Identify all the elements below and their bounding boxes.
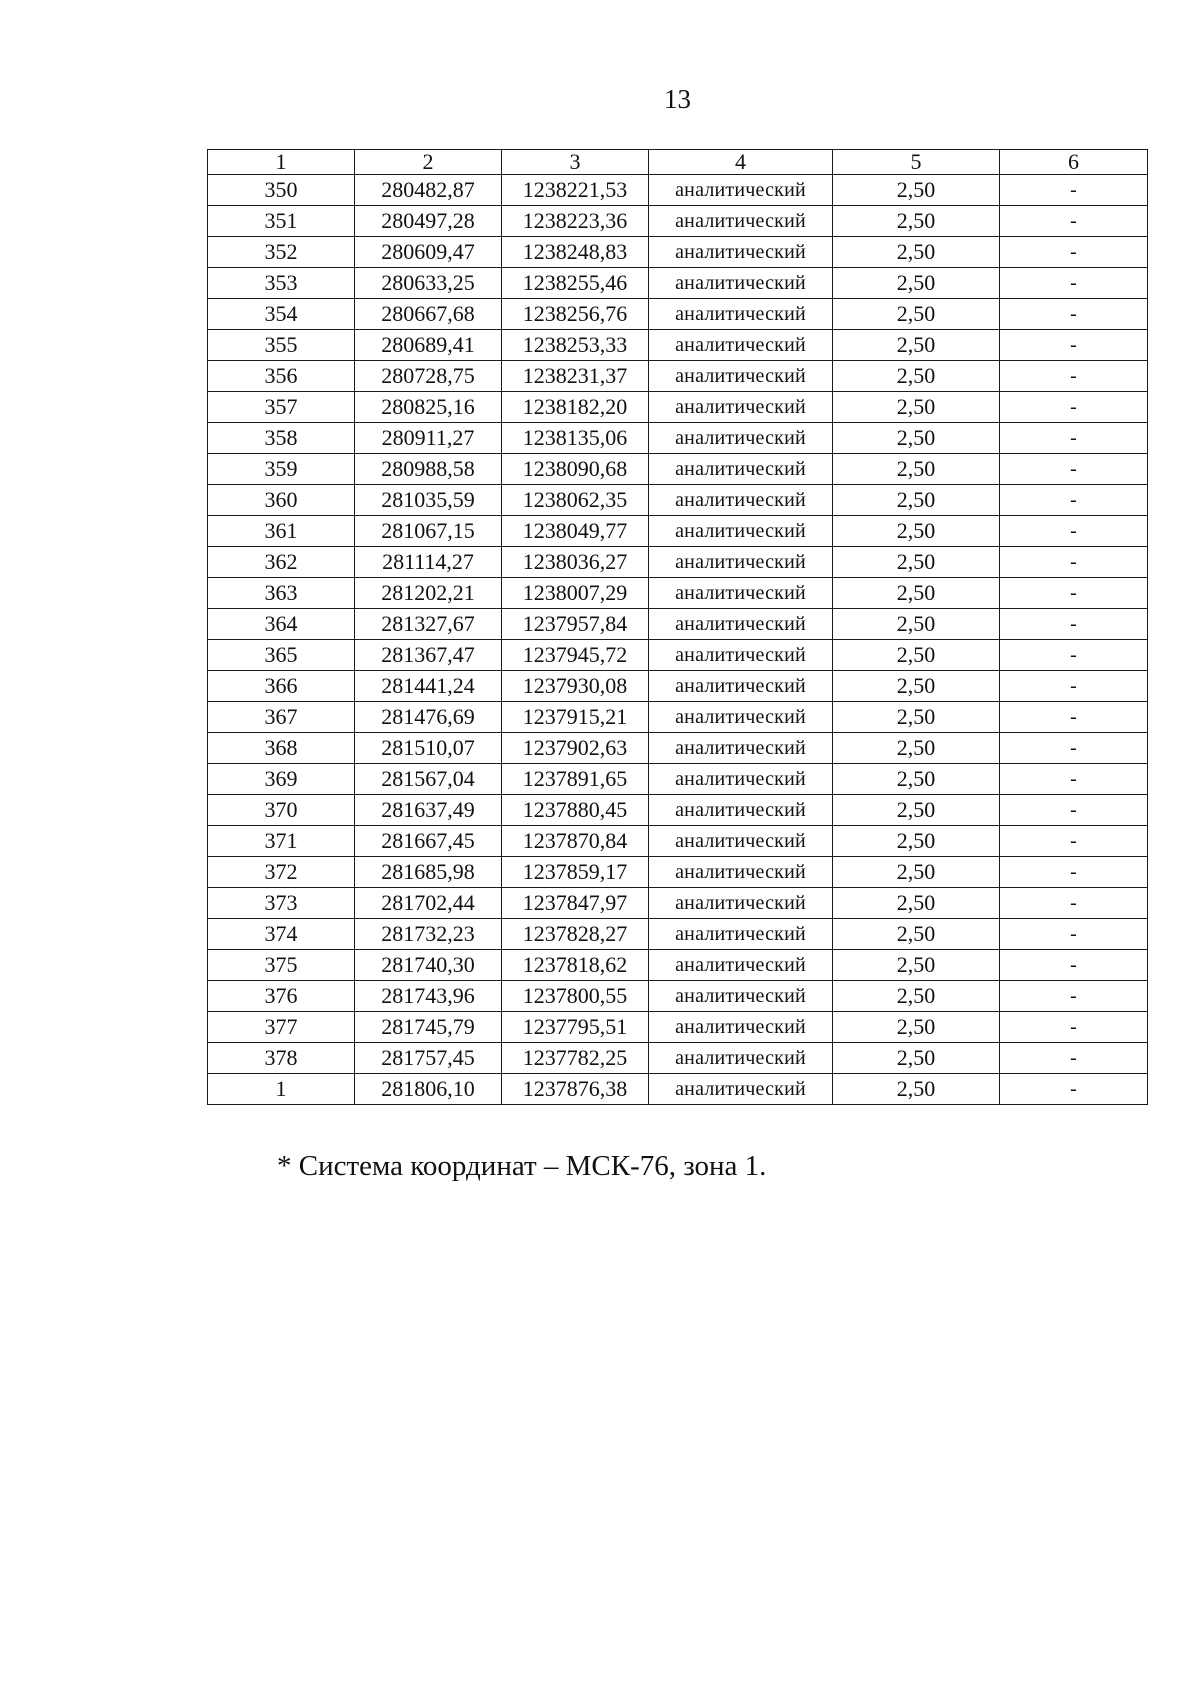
accuracy-cell: 2,50 [833,671,1000,702]
accuracy-cell: 2,50 [833,454,1000,485]
point-number-cell: 369 [208,764,355,795]
method-cell: аналитический [649,454,833,485]
x-coordinate-cell: 281367,47 [355,640,502,671]
x-coordinate-cell: 280689,41 [355,330,502,361]
x-coordinate-cell: 281806,10 [355,1074,502,1105]
note-cell: - [1000,702,1148,733]
point-number-cell: 350 [208,175,355,206]
accuracy-cell: 2,50 [833,516,1000,547]
method-cell: аналитический [649,206,833,237]
point-number-cell: 362 [208,547,355,578]
accuracy-cell: 2,50 [833,1074,1000,1105]
note-cell: - [1000,299,1148,330]
table-row [208,330,1148,361]
table-row [208,485,1148,516]
accuracy-cell: 2,50 [833,237,1000,268]
y-coordinate-cell: 1237880,45 [502,795,649,826]
y-coordinate-cell: 1238049,77 [502,516,649,547]
point-number-cell: 367 [208,702,355,733]
table-body [208,150,1148,1105]
accuracy-cell: 2,50 [833,578,1000,609]
table-row [208,981,1148,1012]
y-coordinate-cell: 1238256,76 [502,299,649,330]
accuracy-cell: 2,50 [833,423,1000,454]
method-cell: аналитический [649,392,833,423]
point-number-cell: 351 [208,206,355,237]
note-cell: - [1000,578,1148,609]
y-coordinate-cell: 1238255,46 [502,268,649,299]
point-number-cell: 377 [208,1012,355,1043]
table-row [208,1012,1148,1043]
note-cell: - [1000,950,1148,981]
table-row [208,857,1148,888]
x-coordinate-cell: 281202,21 [355,578,502,609]
point-number-cell: 360 [208,485,355,516]
point-number-cell: 373 [208,888,355,919]
accuracy-cell: 2,50 [833,330,1000,361]
method-cell: аналитический [649,175,833,206]
accuracy-cell: 2,50 [833,950,1000,981]
y-coordinate-cell: 1237828,27 [502,919,649,950]
method-cell: аналитический [649,888,833,919]
table-row [208,423,1148,454]
column-header: 4 [649,150,833,175]
x-coordinate-cell: 281757,45 [355,1043,502,1074]
table-row [208,1043,1148,1074]
note-cell: - [1000,826,1148,857]
method-cell: аналитический [649,361,833,392]
y-coordinate-cell: 1238231,37 [502,361,649,392]
table-row [208,516,1148,547]
accuracy-cell: 2,50 [833,206,1000,237]
y-coordinate-cell: 1238135,06 [502,423,649,454]
x-coordinate-cell: 281667,45 [355,826,502,857]
accuracy-cell: 2,50 [833,764,1000,795]
table-row [208,454,1148,485]
y-coordinate-cell: 1237945,72 [502,640,649,671]
table-row [208,826,1148,857]
table-row [208,733,1148,764]
note-cell: - [1000,330,1148,361]
x-coordinate-cell: 281743,96 [355,981,502,1012]
y-coordinate-cell: 1237859,17 [502,857,649,888]
y-coordinate-cell: 1237902,63 [502,733,649,764]
point-number-cell: 370 [208,795,355,826]
table-row [208,206,1148,237]
column-header: 1 [208,150,355,175]
point-number-cell: 375 [208,950,355,981]
accuracy-cell: 2,50 [833,175,1000,206]
x-coordinate-cell: 281067,15 [355,516,502,547]
table-row [208,888,1148,919]
note-cell: - [1000,206,1148,237]
accuracy-cell: 2,50 [833,485,1000,516]
x-coordinate-cell: 281476,69 [355,702,502,733]
point-number-cell: 1 [208,1074,355,1105]
y-coordinate-cell: 1238062,35 [502,485,649,516]
method-cell: аналитический [649,857,833,888]
y-coordinate-cell: 1237930,08 [502,671,649,702]
y-coordinate-cell: 1237800,55 [502,981,649,1012]
method-cell: аналитический [649,826,833,857]
method-cell: аналитический [649,795,833,826]
table-row [208,392,1148,423]
method-cell: аналитический [649,1074,833,1105]
table-row [208,578,1148,609]
method-cell: аналитический [649,764,833,795]
note-cell: - [1000,361,1148,392]
point-number-cell: 358 [208,423,355,454]
x-coordinate-cell: 281685,98 [355,857,502,888]
note-cell: - [1000,547,1148,578]
x-coordinate-cell: 281745,79 [355,1012,502,1043]
method-cell: аналитический [649,485,833,516]
accuracy-cell: 2,50 [833,299,1000,330]
y-coordinate-cell: 1237957,84 [502,609,649,640]
table-row [208,950,1148,981]
note-cell: - [1000,423,1148,454]
note-cell: - [1000,857,1148,888]
note-cell: - [1000,1012,1148,1043]
note-cell: - [1000,888,1148,919]
method-cell: аналитический [649,330,833,361]
y-coordinate-cell: 1237795,51 [502,1012,649,1043]
point-number-cell: 353 [208,268,355,299]
page-number: 13 [664,84,691,114]
accuracy-cell: 2,50 [833,702,1000,733]
note-cell: - [1000,981,1148,1012]
x-coordinate-cell: 281035,59 [355,485,502,516]
y-coordinate-cell: 1238221,53 [502,175,649,206]
table-row [208,268,1148,299]
note-cell: - [1000,795,1148,826]
note-cell: - [1000,268,1148,299]
y-coordinate-cell: 1237870,84 [502,826,649,857]
table-row [208,640,1148,671]
note-cell: - [1000,1074,1148,1105]
x-coordinate-cell: 280633,25 [355,268,502,299]
table-header-row [208,150,1148,175]
method-cell: аналитический [649,919,833,950]
x-coordinate-cell: 280728,75 [355,361,502,392]
y-coordinate-cell: 1238007,29 [502,578,649,609]
table-row [208,764,1148,795]
accuracy-cell: 2,50 [833,826,1000,857]
x-coordinate-cell: 281567,04 [355,764,502,795]
point-number-cell: 361 [208,516,355,547]
point-number-cell: 378 [208,1043,355,1074]
accuracy-cell: 2,50 [833,547,1000,578]
x-coordinate-cell: 281510,07 [355,733,502,764]
x-coordinate-cell: 280667,68 [355,299,502,330]
x-coordinate-cell: 281114,27 [355,547,502,578]
note-cell: - [1000,1043,1148,1074]
point-number-cell: 364 [208,609,355,640]
method-cell: аналитический [649,268,833,299]
column-header: 5 [833,150,1000,175]
column-header: 2 [355,150,502,175]
accuracy-cell: 2,50 [833,795,1000,826]
note-cell: - [1000,764,1148,795]
accuracy-cell: 2,50 [833,609,1000,640]
method-cell: аналитический [649,516,833,547]
accuracy-cell: 2,50 [833,392,1000,423]
point-number-cell: 374 [208,919,355,950]
note-cell: - [1000,640,1148,671]
note-cell: - [1000,609,1148,640]
point-number-cell: 355 [208,330,355,361]
x-coordinate-cell: 280482,87 [355,175,502,206]
column-header: 6 [1000,150,1148,175]
table-row [208,175,1148,206]
accuracy-cell: 2,50 [833,1043,1000,1074]
accuracy-cell: 2,50 [833,857,1000,888]
x-coordinate-cell: 280988,58 [355,454,502,485]
method-cell: аналитический [649,423,833,454]
point-number-cell: 354 [208,299,355,330]
y-coordinate-cell: 1237915,21 [502,702,649,733]
accuracy-cell: 2,50 [833,981,1000,1012]
accuracy-cell: 2,50 [833,1012,1000,1043]
table-row [208,795,1148,826]
y-coordinate-cell: 1237847,97 [502,888,649,919]
accuracy-cell: 2,50 [833,733,1000,764]
note-cell: - [1000,919,1148,950]
method-cell: аналитический [649,1043,833,1074]
x-coordinate-cell: 281327,67 [355,609,502,640]
method-cell: аналитический [649,671,833,702]
method-cell: аналитический [649,1012,833,1043]
y-coordinate-cell: 1237818,62 [502,950,649,981]
x-coordinate-cell: 281637,49 [355,795,502,826]
x-coordinate-cell: 280911,27 [355,423,502,454]
method-cell: аналитический [649,640,833,671]
table-row [208,671,1148,702]
table-row [208,702,1148,733]
method-cell: аналитический [649,702,833,733]
coordinate-system-footnote: * Система координат – МСК-76, зона 1. [277,1150,767,1182]
y-coordinate-cell: 1238248,83 [502,237,649,268]
accuracy-cell: 2,50 [833,268,1000,299]
note-cell: - [1000,485,1148,516]
point-number-cell: 352 [208,237,355,268]
accuracy-cell: 2,50 [833,640,1000,671]
note-cell: - [1000,237,1148,268]
table-row [208,919,1148,950]
y-coordinate-cell: 1238036,27 [502,547,649,578]
note-cell: - [1000,175,1148,206]
point-number-cell: 363 [208,578,355,609]
x-coordinate-cell: 281740,30 [355,950,502,981]
method-cell: аналитический [649,578,833,609]
method-cell: аналитический [649,981,833,1012]
accuracy-cell: 2,50 [833,888,1000,919]
table-row [208,237,1148,268]
method-cell: аналитический [649,950,833,981]
point-number-cell: 376 [208,981,355,1012]
table-row [208,1074,1148,1105]
method-cell: аналитический [649,299,833,330]
accuracy-cell: 2,50 [833,919,1000,950]
y-coordinate-cell: 1238223,36 [502,206,649,237]
x-coordinate-cell: 280825,16 [355,392,502,423]
point-number-cell: 372 [208,857,355,888]
x-coordinate-cell: 281732,23 [355,919,502,950]
table-row [208,609,1148,640]
table-row [208,299,1148,330]
table-row [208,547,1148,578]
note-cell: - [1000,733,1148,764]
point-number-cell: 366 [208,671,355,702]
y-coordinate-cell: 1238253,33 [502,330,649,361]
y-coordinate-cell: 1237782,25 [502,1043,649,1074]
point-number-cell: 368 [208,733,355,764]
note-cell: - [1000,516,1148,547]
x-coordinate-cell: 281441,24 [355,671,502,702]
x-coordinate-cell: 281702,44 [355,888,502,919]
note-cell: - [1000,671,1148,702]
x-coordinate-cell: 280497,28 [355,206,502,237]
accuracy-cell: 2,50 [833,361,1000,392]
method-cell: аналитический [649,237,833,268]
y-coordinate-cell: 1238182,20 [502,392,649,423]
point-number-cell: 359 [208,454,355,485]
column-header: 3 [502,150,649,175]
y-coordinate-cell: 1238090,68 [502,454,649,485]
note-cell: - [1000,392,1148,423]
point-number-cell: 356 [208,361,355,392]
point-number-cell: 365 [208,640,355,671]
table-row [208,361,1148,392]
y-coordinate-cell: 1237876,38 [502,1074,649,1105]
method-cell: аналитический [649,547,833,578]
coordinates-table [207,149,1148,1105]
note-cell: - [1000,454,1148,485]
y-coordinate-cell: 1237891,65 [502,764,649,795]
method-cell: аналитический [649,609,833,640]
point-number-cell: 371 [208,826,355,857]
point-number-cell: 357 [208,392,355,423]
method-cell: аналитический [649,733,833,764]
x-coordinate-cell: 280609,47 [355,237,502,268]
